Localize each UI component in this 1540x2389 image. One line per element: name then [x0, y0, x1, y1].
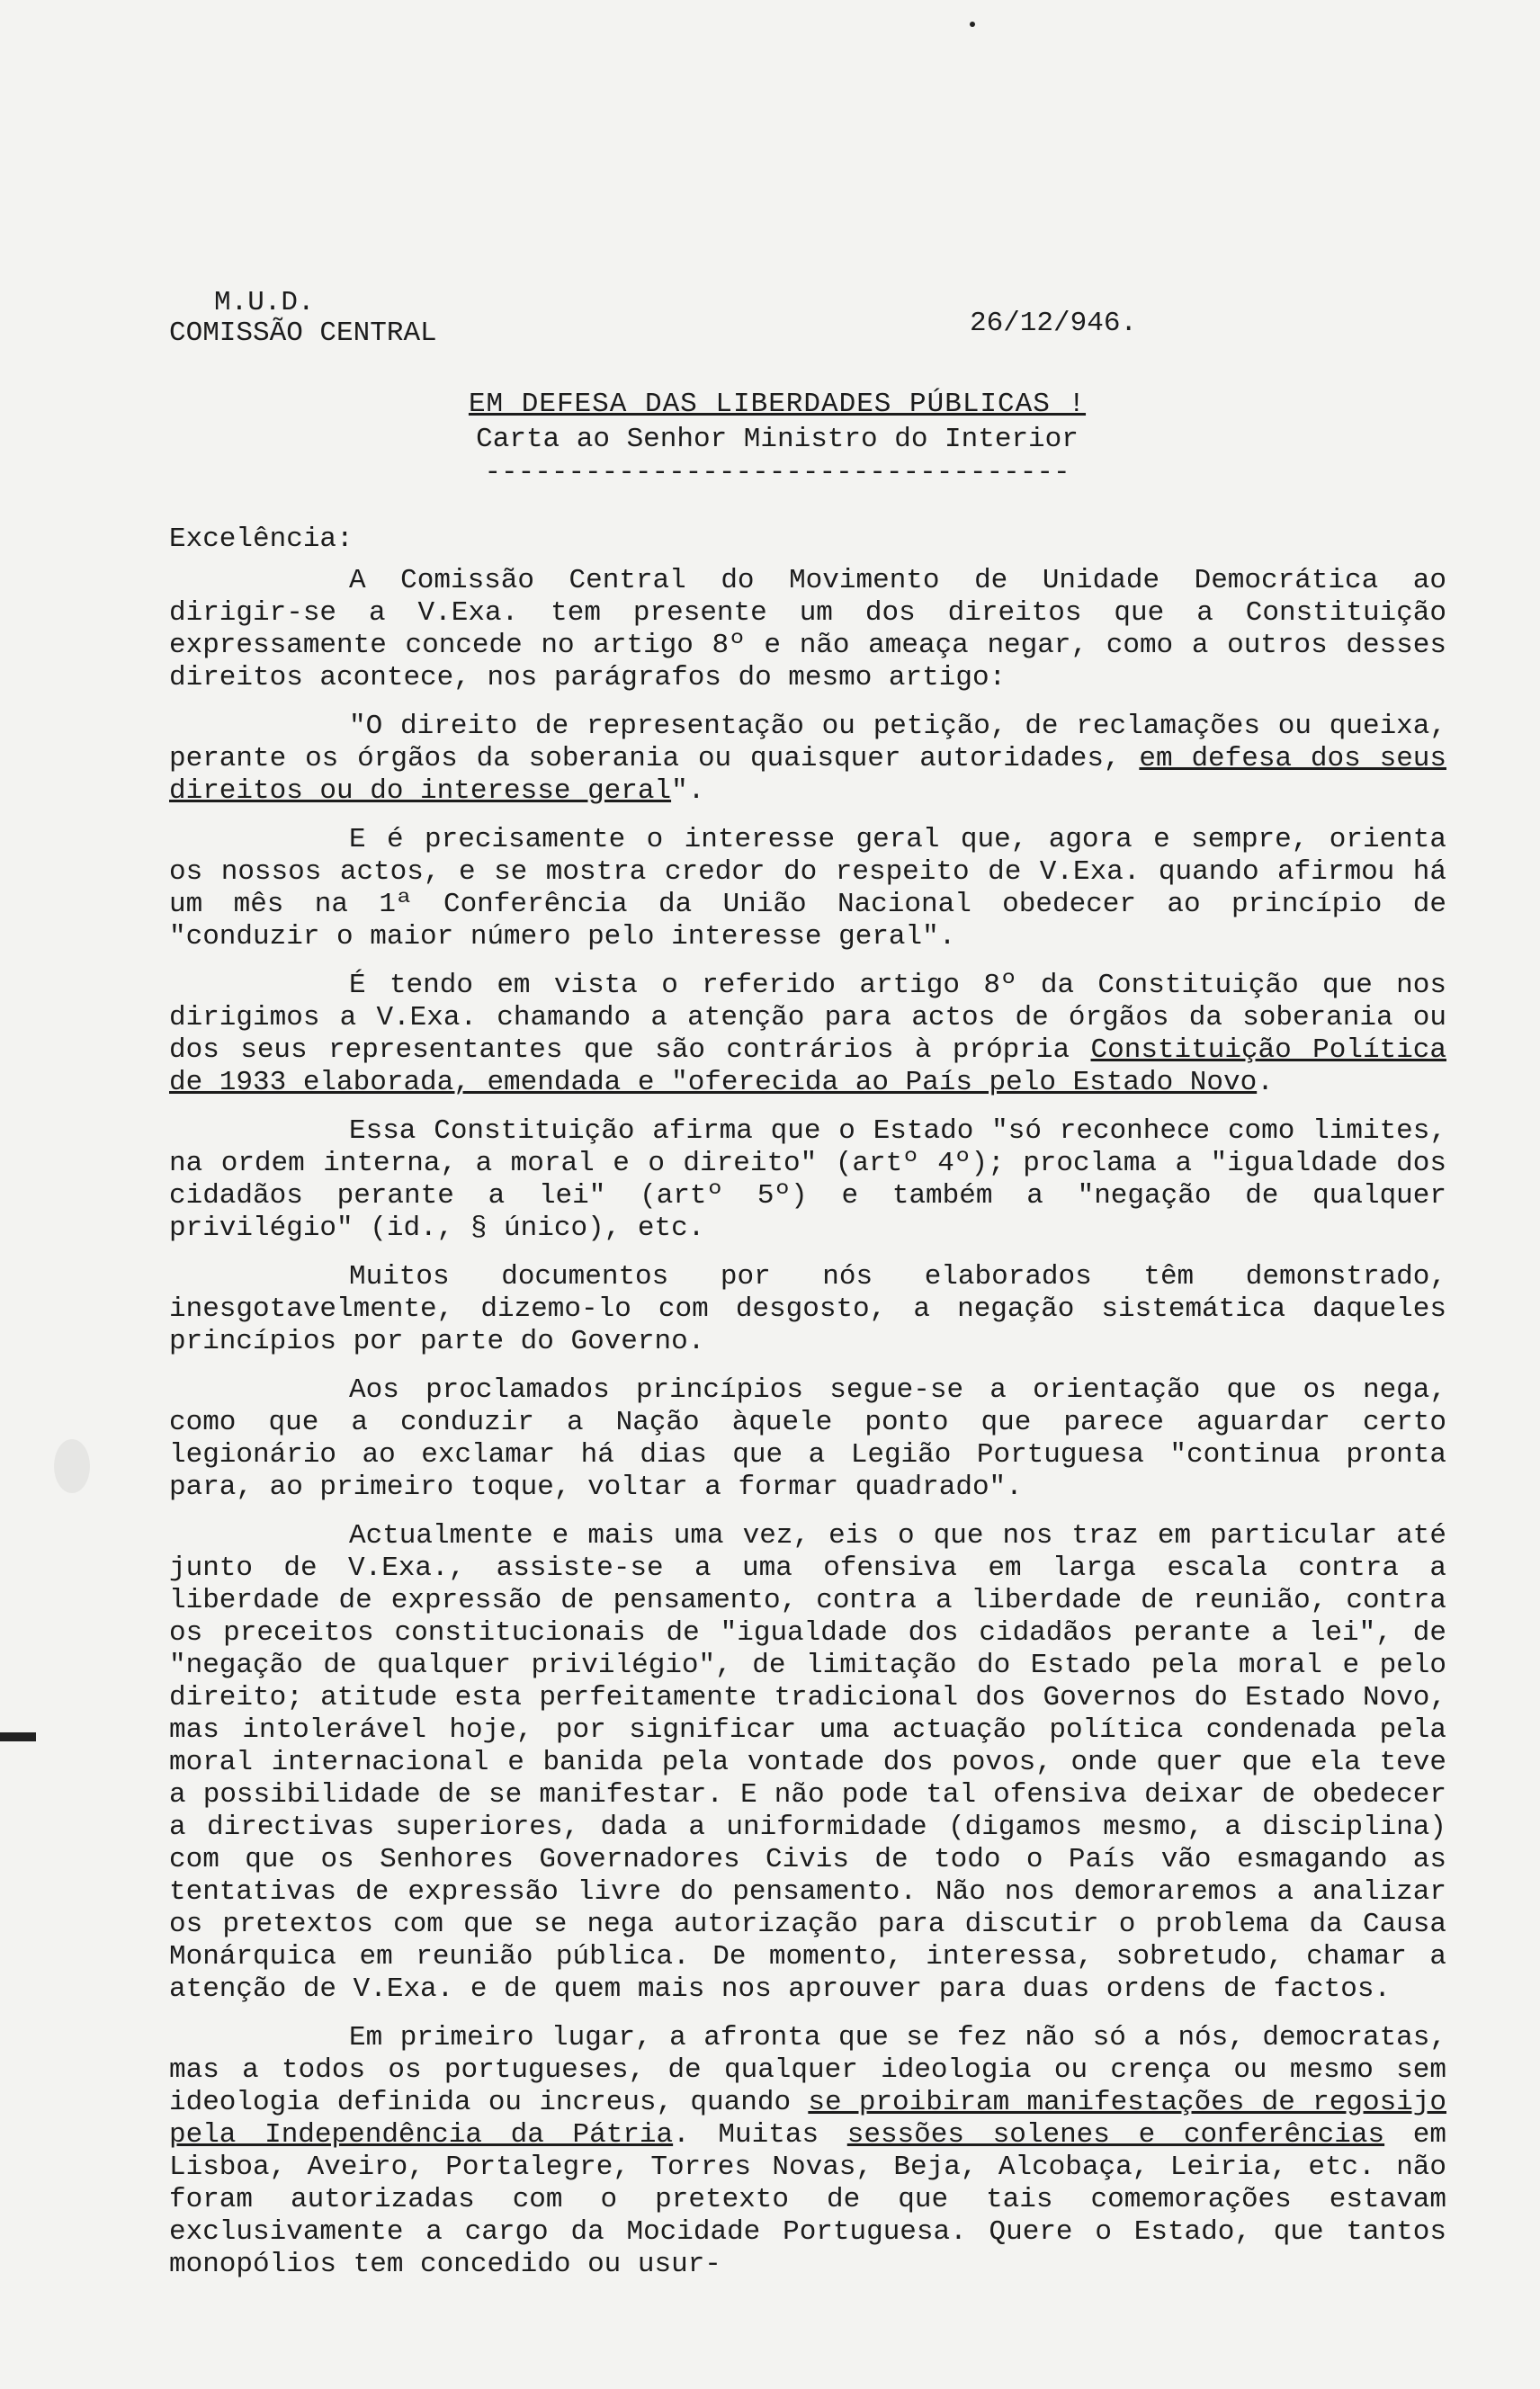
paragraph-4	[169, 970, 1446, 1099]
paragraph-9	[169, 2022, 1446, 2281]
salutation: Excelência:	[169, 523, 354, 555]
paragraph-quote	[169, 711, 1446, 808]
paragraph-3: E é precisamente o interesse geral que, agora e sempre, orienta os nossos actos, e se mostra credor do respeito de V.Exa. quando afirmou há um mês na 1ª Conferência da União Nacional obedecer ao princípio de "conduzir o maior número pelo interesse geral".	[169, 824, 1446, 953]
title-rule: -----------------------------------	[484, 457, 1070, 488]
paragraph-7: Aos proclamados princípios segue-se a orientação que os nega, como que a conduzir a Nação àquele ponto que parece aguardar certo legionário ao exclamar há dias que a Legião Portuguesa "continua pronta para, ao primeiro toque, voltar a formar quadrado".	[169, 1374, 1446, 1503]
paragraph-6: Muitos documentos por nós elaborados têm demonstrado, inesgotavelmente, dizemo-lo com desgosto, a negação sistemática daqueles princípios por parte do Governo.	[169, 1261, 1446, 1357]
quote-end: ".	[671, 775, 705, 807]
letter-date: 26/12/946.	[970, 308, 1138, 339]
quote-text: "O direito de representação ou petição, de reclamações ou queixa, perante os órgãos da soberania ou quaisquer autoridades,	[169, 711, 1446, 774]
p9-underlined-1: se proibiram manifestações de regosijo pela Independência da Pátria	[169, 2087, 1446, 2151]
p9-mid: . Muitas	[673, 2119, 847, 2151]
p9-text: Em primeiro lugar, a afronta que se fez não só a nós, democratas, mas a todos os portugueses, de qualquer ideologia ou crença ou mesmo sem ideologia definida ou increus, quando	[169, 2022, 1446, 2118]
scan-mark-top	[970, 22, 975, 27]
p4-end: .	[1257, 1067, 1274, 1098]
letter-heading: EM DEFESA DAS LIBERDADES PÚBLICAS !	[468, 389, 1087, 420]
p9-underlined-2: sessões solenes e conferências	[846, 2119, 1385, 2151]
org-acronym: M.U.D.	[214, 287, 315, 318]
title-block	[435, 389, 1119, 488]
paragraph-5: Essa Constituição afirma que o Estado "só reconhece como limites, na ordem interna, a moral e o direito" (artº 4º); proclama a "igualdade dos cidadãos perante a lei" (artº 5º) e também a "negação de qualquer privilégio" (id., § único), etc.	[169, 1115, 1446, 1244]
letter-subheading: Carta ao Senhor Ministro do Interior	[476, 424, 1079, 455]
paper-stain	[54, 1439, 90, 1493]
quote-underlined: em defesa dos seus direitos ou do interesse geral	[169, 743, 1446, 807]
paragraph-8: Actualmente e mais uma vez, eis o que nos traz em particular até junto de V.Exa., assiste-se a uma ofensiva em larga escala contra a liberdade de expressão de pensamento, contra a liberdade de reunião, contra os preceitos constitucionais de "igualdade dos cidadãos perante a lei", de "negação de qualquer privilégio", de limitação do Estado pela moral e pelo direito; atitude esta perfeitamente tradicional dos Governos do Estado Novo, mas intolerável hoje, por significar uma actuação política condenada pela moral internacional e banida pela vontade dos povos, onde quer que ela teve a possibilidade de se manifestar. E não pode tal ofensiva deixar de obedecer a directivas superiores, dada a uniformidade (digamos mesmo, a disciplina) com que os Senhores Governadores Civis de todo o País vão esmagando as tentativas de expressão livre do pensamento. Não nos demoraremos a analizar os pretextos com que se nega autorização para discutir o problema da Causa Monárquica em reunião pública. De momento, interessa, sobretudo, chamar a atenção de V.Exa. e de quem mais nos aprouver para duas ordens de factos.	[169, 1520, 1446, 2005]
p9-end: em Lisboa, Aveiro, Portalegre, Torres Novas, Beja, Alcobaça, Leiria, etc. não foram autorizadas com o pretexto de que tais comemorações estavam exclusivamente a cargo da Mocidade Portuguesa. Quere o Estado, que tantos monopólios tem concedido ou usur-	[169, 2119, 1447, 2280]
scan-mark-left	[0, 1732, 36, 1741]
letter-body	[169, 565, 1446, 2297]
p4-text: É tendo em vista o referido artigo 8º da Constituição que nos dirigimos a V.Exa. chamando a atenção para actos de órgãos da soberania ou dos seus representantes que são contrários à própria	[169, 970, 1446, 1066]
letterhead	[169, 288, 437, 349]
committee-name: COMISSÃO CENTRAL	[169, 318, 437, 349]
p4-underlined: Constituição Política de 1933 elaborada, emendada e "oferecida ao País pelo Estado Novo	[169, 1034, 1446, 1098]
paragraph-1: A Comissão Central do Movimento de Unidade Democrática ao dirigir-se a V.Exa. tem presente um dos direitos que a Constituição expressamente concede no artigo 8º e não ameaça negar, como a outros desses direitos acontece, nos parágrafos do mesmo artigo:	[169, 565, 1446, 693]
